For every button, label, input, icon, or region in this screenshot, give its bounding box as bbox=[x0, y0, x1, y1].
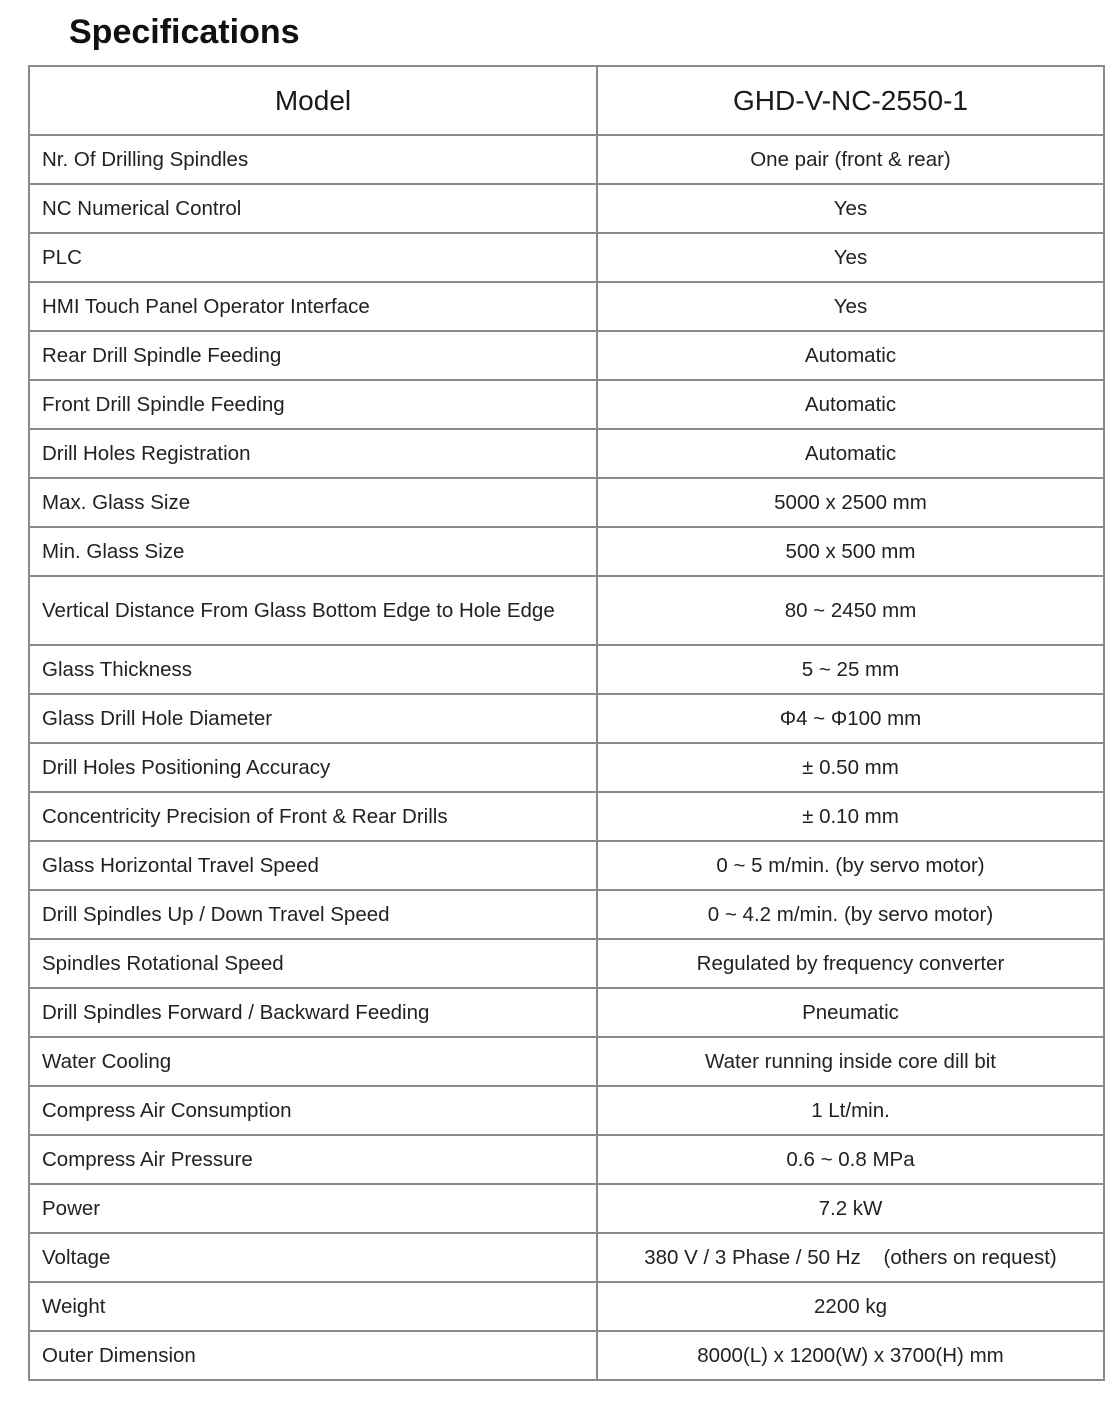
spec-value: Regulated by frequency converter bbox=[597, 939, 1104, 988]
table-row bbox=[29, 331, 1104, 380]
table-row bbox=[29, 1233, 1104, 1282]
spec-label: Min. Glass Size bbox=[29, 527, 597, 576]
spec-label: Power bbox=[29, 1184, 597, 1233]
spec-value: 0 ~ 5 m/min. (by servo motor) bbox=[597, 841, 1104, 890]
spec-label: Drill Spindles Up / Down Travel Speed bbox=[29, 890, 597, 939]
spec-label: Water Cooling bbox=[29, 1037, 597, 1086]
table-row bbox=[29, 1037, 1104, 1086]
spec-value: 80 ~ 2450 mm bbox=[597, 576, 1104, 645]
table-row bbox=[29, 1135, 1104, 1184]
spec-label: HMI Touch Panel Operator Interface bbox=[29, 282, 597, 331]
spec-value: Automatic bbox=[597, 331, 1104, 380]
spec-label: Max. Glass Size bbox=[29, 478, 597, 527]
table-row bbox=[29, 1331, 1104, 1380]
table-row bbox=[29, 694, 1104, 743]
spec-value: Automatic bbox=[597, 429, 1104, 478]
spec-label: Front Drill Spindle Feeding bbox=[29, 380, 597, 429]
spec-label: PLC bbox=[29, 233, 597, 282]
table-row bbox=[29, 1086, 1104, 1135]
spec-value: 1 Lt/min. bbox=[597, 1086, 1104, 1135]
table-row bbox=[29, 184, 1104, 233]
header-model-value: GHD-V-NC-2550-1 bbox=[597, 66, 1104, 135]
spec-value: Yes bbox=[597, 282, 1104, 331]
table-row bbox=[29, 282, 1104, 331]
table-row bbox=[29, 233, 1104, 282]
spec-label: Compress Air Pressure bbox=[29, 1135, 597, 1184]
table-row bbox=[29, 792, 1104, 841]
spec-label: Spindles Rotational Speed bbox=[29, 939, 597, 988]
spec-value: Water running inside core dill bit bbox=[597, 1037, 1104, 1086]
spec-value: Φ4 ~ Φ100 mm bbox=[597, 694, 1104, 743]
spec-value: 0.6 ~ 0.8 MPa bbox=[597, 1135, 1104, 1184]
specifications-table bbox=[28, 65, 1105, 1381]
table-row bbox=[29, 841, 1104, 890]
table-row bbox=[29, 527, 1104, 576]
spec-label: NC Numerical Control bbox=[29, 184, 597, 233]
spec-label: Drill Holes Registration bbox=[29, 429, 597, 478]
spec-value: Yes bbox=[597, 184, 1104, 233]
spec-label: Vertical Distance From Glass Bottom Edge to Hole Edge bbox=[29, 576, 597, 645]
spec-value: 0 ~ 4.2 m/min. (by servo motor) bbox=[597, 890, 1104, 939]
table-row bbox=[29, 429, 1104, 478]
table-row bbox=[29, 135, 1104, 184]
spec-value: 7.2 kW bbox=[597, 1184, 1104, 1233]
table-row bbox=[29, 988, 1104, 1037]
header-label: Model bbox=[29, 66, 597, 135]
table-header-row bbox=[29, 66, 1104, 135]
spec-value: Automatic bbox=[597, 380, 1104, 429]
spec-label: Drill Spindles Forward / Backward Feeding bbox=[29, 988, 597, 1037]
spec-value: One pair (front & rear) bbox=[597, 135, 1104, 184]
spec-label: Weight bbox=[29, 1282, 597, 1331]
spec-value: 2200 kg bbox=[597, 1282, 1104, 1331]
table-row bbox=[29, 645, 1104, 694]
spec-label: Compress Air Consumption bbox=[29, 1086, 597, 1135]
spec-value: ± 0.10 mm bbox=[597, 792, 1104, 841]
spec-value: Yes bbox=[597, 233, 1104, 282]
table-row bbox=[29, 380, 1104, 429]
spec-label: Concentricity Precision of Front & Rear Drills bbox=[29, 792, 597, 841]
table-row bbox=[29, 478, 1104, 527]
spec-label: Glass Drill Hole Diameter bbox=[29, 694, 597, 743]
table-row bbox=[29, 939, 1104, 988]
spec-value: 380 V / 3 Phase / 50 Hz (others on request) bbox=[597, 1233, 1104, 1282]
table-row bbox=[29, 1184, 1104, 1233]
spec-value: ± 0.50 mm bbox=[597, 743, 1104, 792]
spec-label: Rear Drill Spindle Feeding bbox=[29, 331, 597, 380]
spec-label: Outer Dimension bbox=[29, 1331, 597, 1380]
spec-value: 5000 x 2500 mm bbox=[597, 478, 1104, 527]
page-title: Specifications bbox=[69, 13, 300, 51]
spec-value: 500 x 500 mm bbox=[597, 527, 1104, 576]
table-row bbox=[29, 576, 1104, 645]
spec-label: Drill Holes Positioning Accuracy bbox=[29, 743, 597, 792]
spec-label: Glass Thickness bbox=[29, 645, 597, 694]
table-row bbox=[29, 1282, 1104, 1331]
table-row bbox=[29, 890, 1104, 939]
table-row bbox=[29, 743, 1104, 792]
spec-value: 5 ~ 25 mm bbox=[597, 645, 1104, 694]
spec-value: Pneumatic bbox=[597, 988, 1104, 1037]
spec-value: 8000(L) x 1200(W) x 3700(H) mm bbox=[597, 1331, 1104, 1380]
spec-label: Voltage bbox=[29, 1233, 597, 1282]
spec-label: Nr. Of Drilling Spindles bbox=[29, 135, 597, 184]
spec-label: Glass Horizontal Travel Speed bbox=[29, 841, 597, 890]
